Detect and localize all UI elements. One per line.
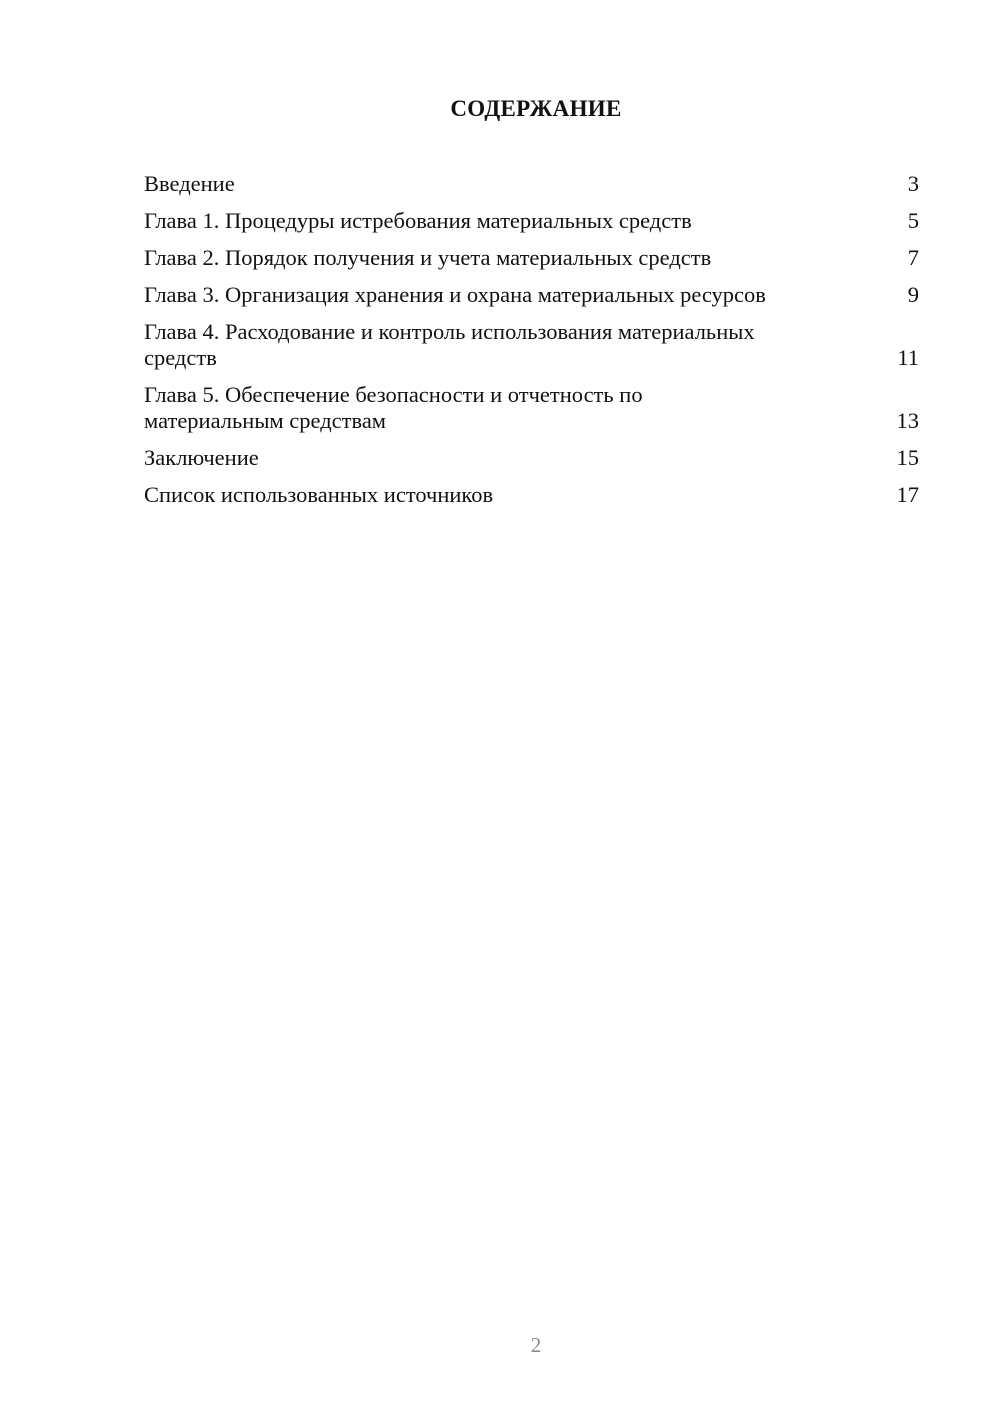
toc-title: СОДЕРЖАНИЕ [450,96,622,121]
toc-entry-text: Глава 5. Обеспечение безопасности и отчетность по материальным средствам [144,382,643,433]
toc-entry-text: Заключение [144,445,259,470]
toc-entry-page: 9 [907,282,919,307]
toc-entry-text: Глава 3. Организация хранения и охрана материальных ресурсов [144,282,766,307]
page-number: 2 [530,1333,542,1357]
toc-entry-text: Глава 2. Порядок получения и учета материальных средств [144,245,712,270]
toc-entry-chapter-4 [144,319,919,371]
toc-list [144,171,919,519]
toc-entry-text: Список использованных источников [144,482,494,507]
toc-entry-page: 3 [907,171,919,196]
toc-entry-introduction [144,171,919,197]
toc-entry-references [144,482,919,508]
toc-entry-text: Глава 4. Расходование и контроль использования материальных средств [144,319,755,370]
toc-entry-chapter-1 [144,208,919,234]
toc-entry-chapter-5 [144,382,919,434]
toc-entry-chapter-3 [144,282,919,308]
toc-entry-chapter-2 [144,245,919,271]
toc-entry-conclusion [144,445,919,471]
toc-entry-page: 13 [896,408,919,433]
toc-entry-page: 11 [897,345,919,370]
toc-entry-text: Глава 1. Процедуры истребования материальных средств [144,208,692,233]
toc-entry-page: 15 [896,445,919,470]
toc-entry-text: Введение [144,171,235,196]
toc-entry-page: 17 [896,482,919,507]
toc-entry-page: 5 [907,208,919,233]
toc-entry-page: 7 [907,245,919,270]
